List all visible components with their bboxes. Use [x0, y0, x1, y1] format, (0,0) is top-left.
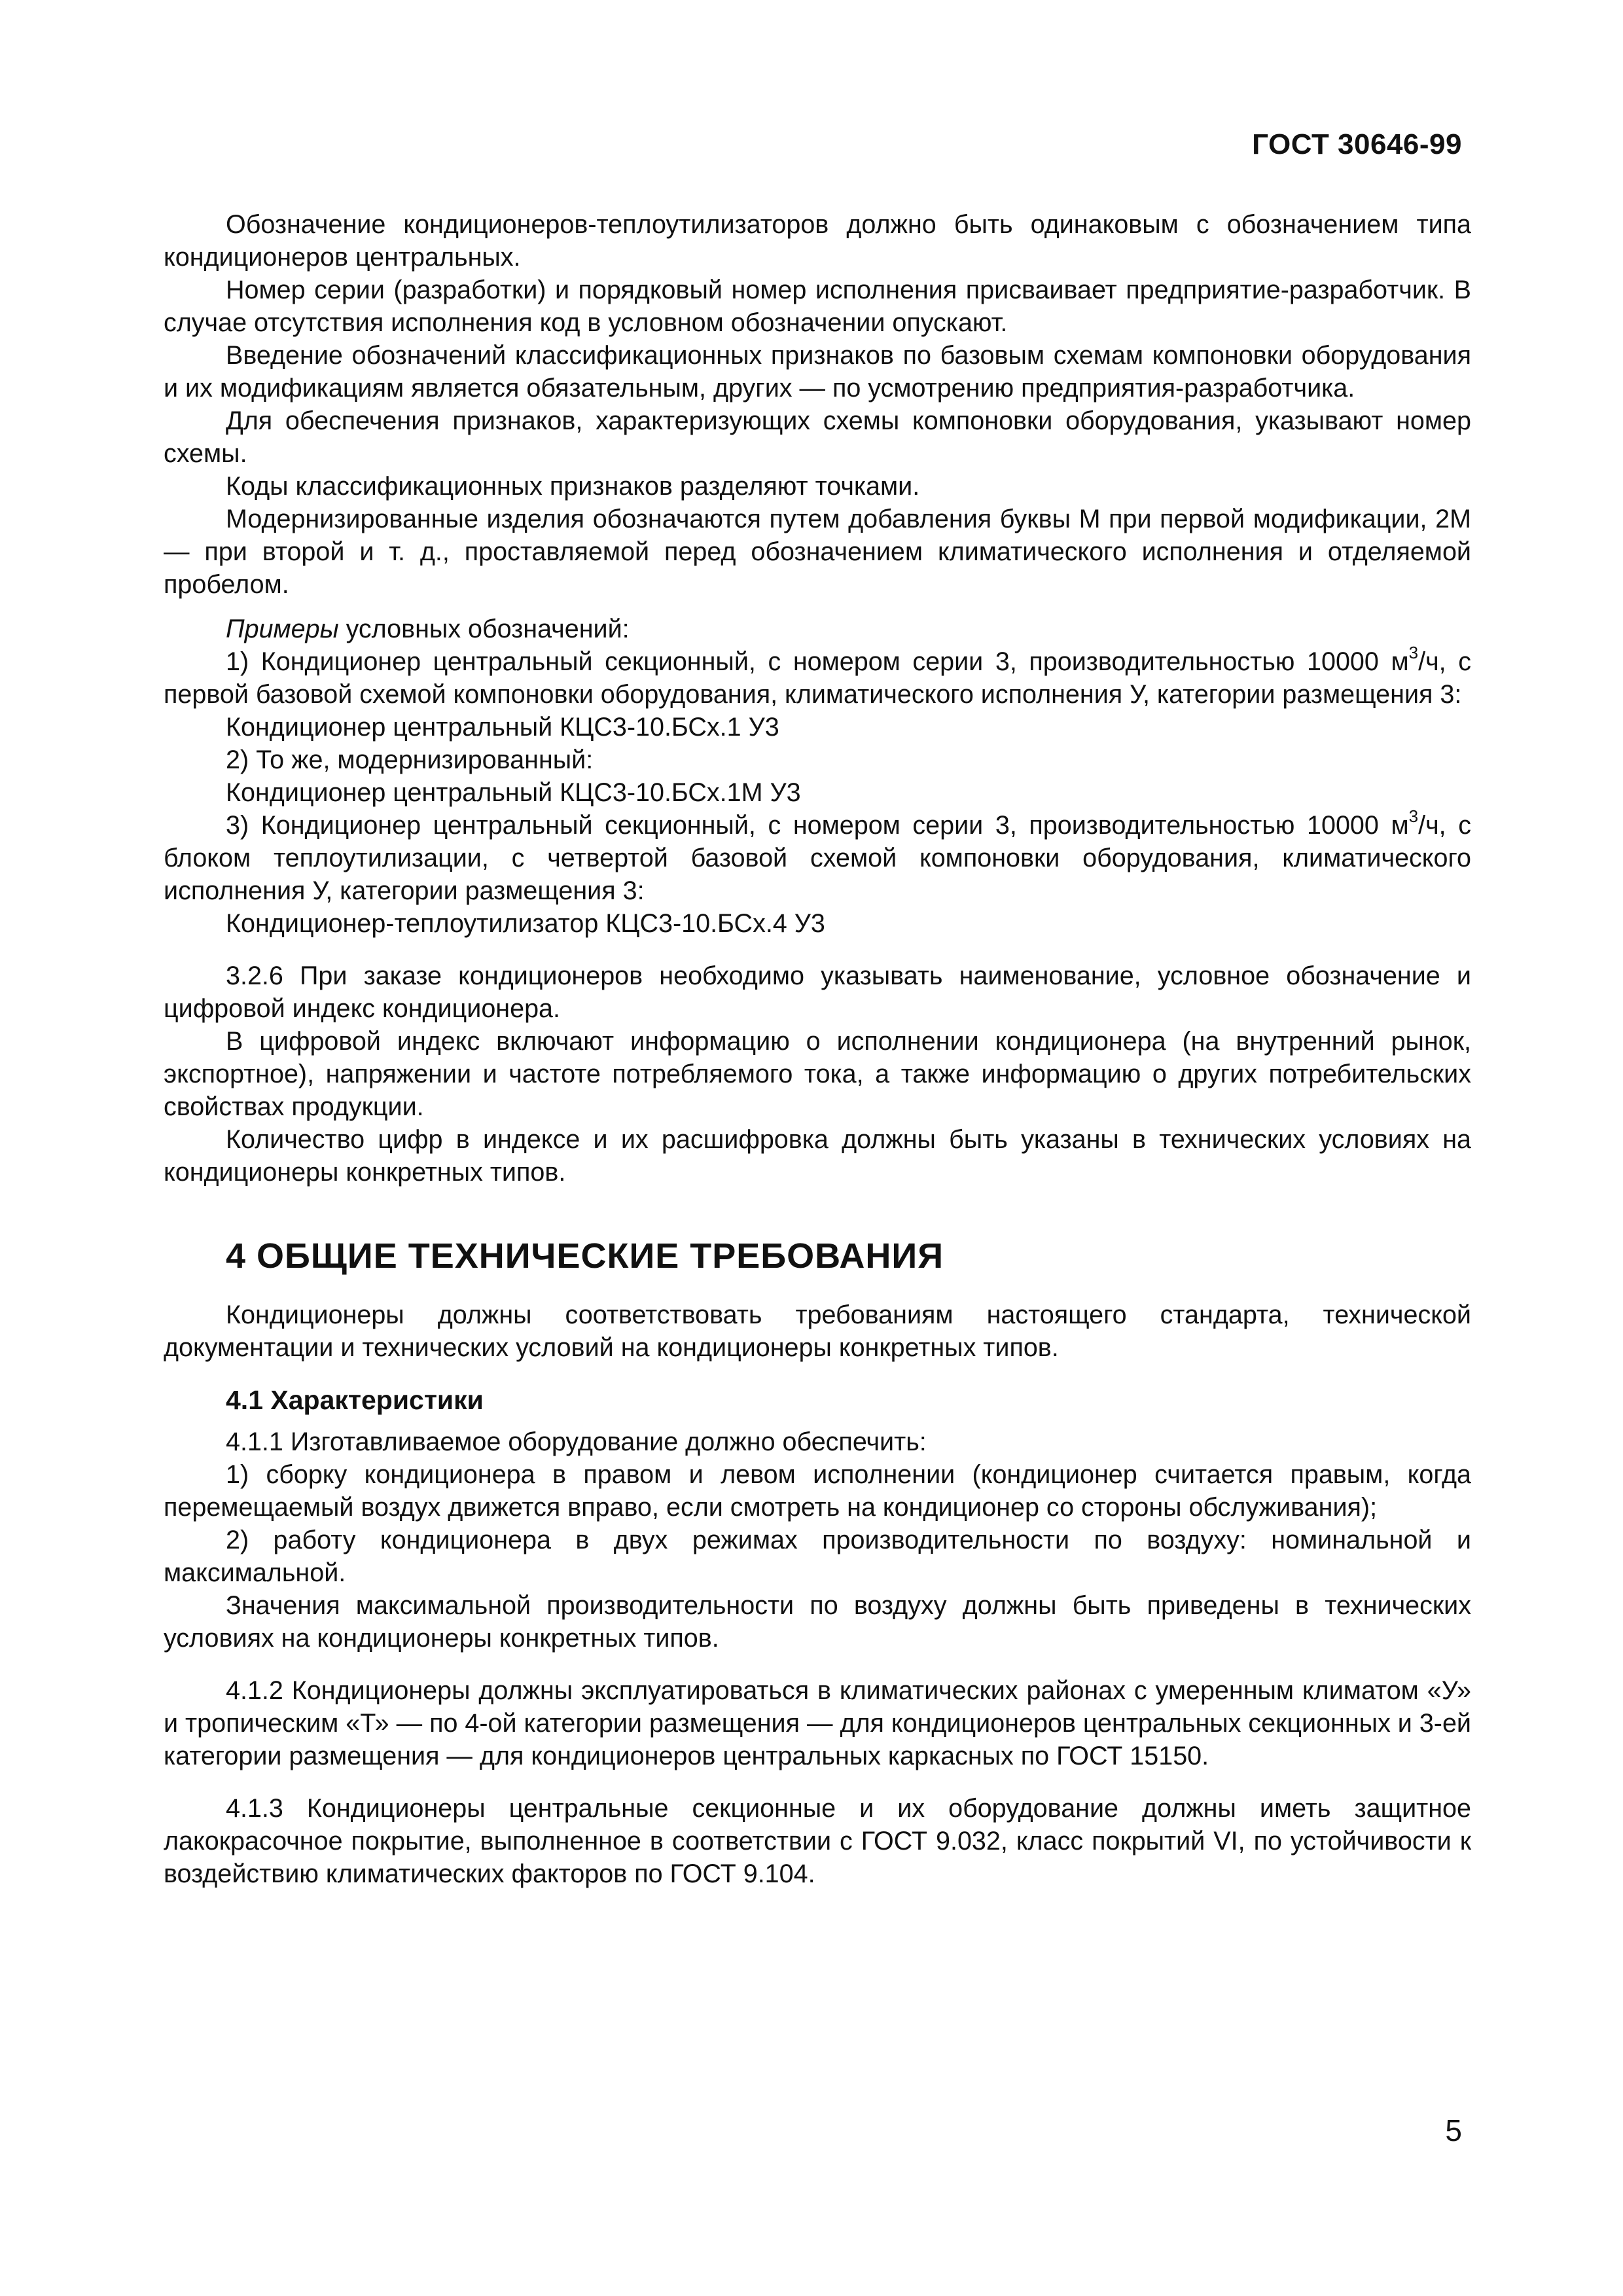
paragraph: Для обеспечения признаков, характеризующих схемы компоновки оборудования, указывают номер схемы. — [164, 406, 1471, 468]
example-3 — [164, 806, 1471, 907]
example-3-text-b: /ч, с блоком теплоутилизации, с четвертой базовой схемой компоновки оборудования, климатического исполнения У, категории размещения 3: — [164, 811, 1471, 905]
clause-4-1-2: 4.1.2 Кондиционеры должны эксплуатироваться в климатических районах с умеренным климатом «У» и тропическим «Т» — по 4-ой категории размещения — для кондиционеров центральных секционных и 3-ей категории размещения — для кондиционеров центральных каркасных по ГОСТ 15150. — [164, 1676, 1471, 1770]
paragraph: Введение обозначений классификационных признаков по базовым схемам компоновки оборудования и их модификациям является обязательным, других — по усмотрению предприятия-разработчика. — [164, 341, 1471, 403]
paragraph: Коды классификационных признаков разделяют точками. — [226, 472, 920, 501]
example-3-designation: Кондиционер-теплоутилизатор КЦС3-10.БСх.4 У3 — [226, 909, 825, 938]
clause-4-1-1-item-2: 2) работу кондиционера в двух режимах производительности по воздуху: номинальной и максимальной. — [164, 1526, 1471, 1587]
paragraph: Количество цифр в индексе и их расшифровка должны быть указаны в технических условиях на кондиционеры конкретных типов. — [164, 1125, 1471, 1187]
subsection-4-1-title: 4.1 Характеристики — [226, 1385, 484, 1415]
example-1-text-b: /ч, с первой базовой схемой компоновки оборудования, климатического исполнения У, категории размещения 3: — [164, 647, 1471, 709]
example-2-designation: Кондиционер центральный КЦС3-10.БСх.1М У3 — [226, 778, 801, 807]
clause-4-1-1: 4.1.1 Изготавливаемое оборудование должно обеспечить: — [226, 1427, 927, 1456]
clause-4-1-1-note: Значения максимальной производительности по воздуху должны быть приведены в технических условиях на кондиционеры конкретных типов. — [164, 1591, 1471, 1653]
superscript: 3 — [1408, 806, 1419, 826]
paragraph: Модернизированные изделия обозначаются путем добавления буквы М при первой модификации, 2М — при второй и т. д., проставляемой перед обозначением климатического исполнения и отделяемой пробелом. — [164, 505, 1471, 599]
clause-3-2-6: 3.2.6 При заказе кондиционеров необходимо указывать наименование, условное обозначение и цифровой индекс кондиционера. — [164, 961, 1471, 1023]
clause-4-1-3: 4.1.3 Кондиционеры центральные секционные и их оборудование должны иметь защитное лакокрасочное покрытие, выполненное в соответствии с ГОСТ 9.032, класс покрытий VI, по устойчивости к воздействию климатических факторов по ГОСТ 9.104. — [164, 1794, 1471, 1888]
example-1-designation: Кондиционер центральный КЦС3-10.БСх.1 У3 — [226, 713, 779, 742]
section-4-title: 4 ОБЩИЕ ТЕХНИЧЕСКИЕ ТРЕБОВАНИЯ — [226, 1236, 944, 1276]
section-4-intro: Кондиционеры должны соответствовать требованиям настоящего стандарта, технической документации и технических условий на кондиционеры конкретных типов. — [164, 1300, 1471, 1362]
example-1 — [164, 642, 1471, 711]
examples-heading — [164, 613, 1471, 645]
example-2: 2) То же, модернизированный: — [226, 745, 594, 774]
standard-code-header: ГОСТ 30646-99 — [1252, 128, 1462, 160]
paragraph: Номер серии (разработки) и порядковый номер исполнения присваивает предприятие-разработчик. В случае отсутствия исполнения код в условном обозначении опускают. — [164, 276, 1471, 337]
examples-label-rest: условных обозначений: — [338, 615, 630, 643]
superscript: 3 — [1408, 642, 1419, 662]
example-3-text-a: 3) Кондиционер центральный секционный, с номером серии 3, производительностью 10000 м — [226, 811, 1409, 840]
paragraph: Обозначение кондиционеров-теплоутилизаторов должно быть одинаковым с обозначением типа кондиционеров центральных. — [164, 210, 1471, 272]
example-1-text-a: 1) Кондиционер центральный секционный, с номером серии 3, производительностью 10000 м — [226, 647, 1409, 676]
clause-4-1-1-item-1: 1) сборку кондиционера в правом и левом исполнении (кондиционер считается правым, когда перемещаемый воздух движется вправо, если смотреть на кондиционер со стороны обслуживания); — [164, 1460, 1471, 1522]
document-body — [164, 208, 1471, 1890]
paragraph: В цифровой индекс включают информацию о исполнении кондиционера (на внутренний рынок, экспортное), напряжении и частоте потребляемого тока, а также информацию о других потребительских свойствах продукции. — [164, 1027, 1471, 1121]
page-number: 5 — [1445, 2113, 1462, 2147]
examples-label-italic: Примеры — [226, 615, 339, 643]
